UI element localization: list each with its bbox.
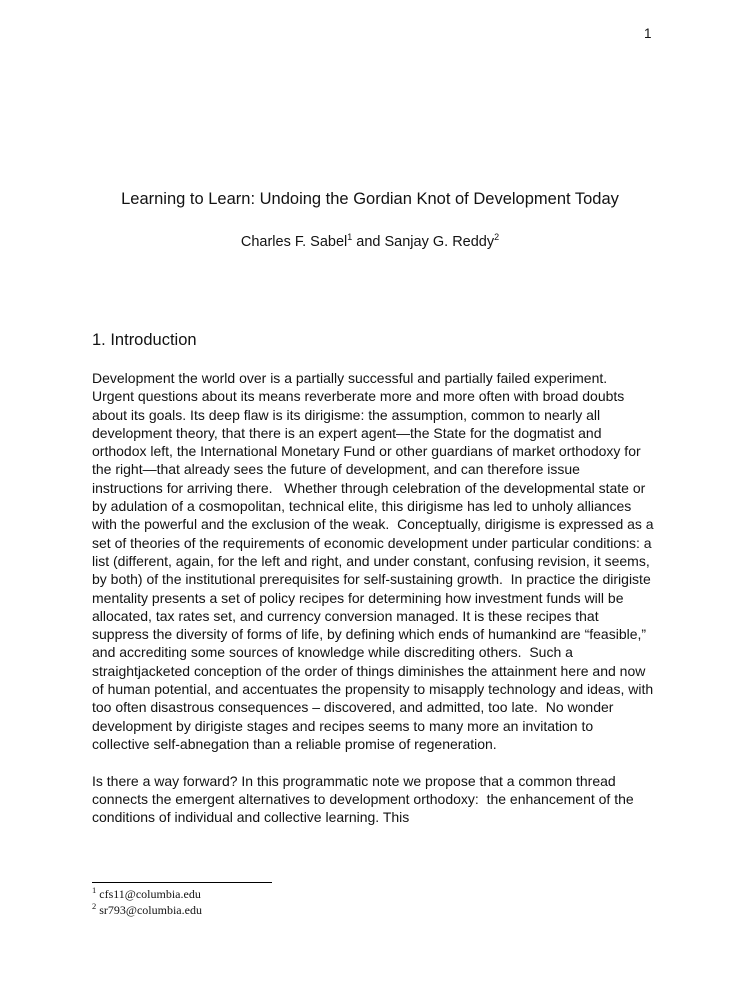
footnote-1-marker: 1 — [92, 885, 97, 895]
footnote-1-email-text: cfs11@columbia.edu — [99, 887, 201, 901]
footnote-2-marker: 2 — [92, 900, 97, 911]
author-2-name: Sanjay G. Reddy — [384, 234, 495, 250]
paragraph-introduction-2: Is there a way forward? In this programmatic note we propose that a common thread connects the emergent alternatives to development orthodoxy: the enhancement of the conditions of individual and collective learning. This — [92, 772, 638, 826]
author-1-name: Charles F. Sabel — [240, 234, 348, 250]
body-text — [92, 369, 658, 845]
footnote-area — [92, 882, 654, 918]
paragraph-introduction-1: Development the world over is a partially successful and partially failed experiment. Urgent questions about its means reverberate more and more often with broad doubts about its goals. Its deep flaw is its dirigisme: the assumption, common to nearly all development theory, that there is an expert agent—the State for the dogmatist and orthodox left, the International Monetary Fund or other guardians of market orthodoxy for the right—that already sees the future of development, and can therefore issue instructions for arriving there. Whether through celebration of the developmental state or by adulation of a cosmopolitan, technical elite, this dirigisme has led to unholy alliances with the powerful and the exclusion of the weak. Conceptually, dirigisme is expressed as a set of theories of the requirements of economic development under particular conditions: a list (different, again, for the left and right, and under constant, confusing revision, it seems, by both) of the institutional prerequisites for self-sustaining growth. In practice the dirigiste mentality presents a set of policy recipes for determining how investment funds will be allocated, tax rates set, and currency conversion managed. It is these recipes that suppress the diversity of forms of life, by defining which ends of humankind are “feasible,” and accrediting some sources of knowledge while discrediting others. Such a straightjacketed conception of the order of things diminishes the attainment here and now of human potential, and accentuates the propensity to misapply technology and ideas, with too often disastrous consequences – discovered, and admitted, too late. No wonder development by dirigiste stages and recipes seems to many more an invitation to collective self-abnegation than a reliable promise of regeneration. — [92, 370, 658, 752]
section-heading-introduction: 1. Introduction — [92, 331, 197, 349]
authors-line — [45, 233, 695, 251]
author-2-footnote-marker: 2 — [494, 232, 500, 243]
authors-connector: and — [352, 234, 385, 250]
footnote-2 — [92, 900, 654, 919]
footnote-1 — [92, 887, 654, 903]
footnote-separator-line — [92, 882, 272, 883]
author-1-footnote-marker: 1 — [347, 232, 353, 243]
paper-title: Learning to Learn: Undoing the Gordian Knot of Development Today — [121, 190, 619, 208]
page-number: 1 — [644, 26, 652, 41]
footnote-2-email-text: sr793@columbia.edu — [99, 902, 202, 917]
